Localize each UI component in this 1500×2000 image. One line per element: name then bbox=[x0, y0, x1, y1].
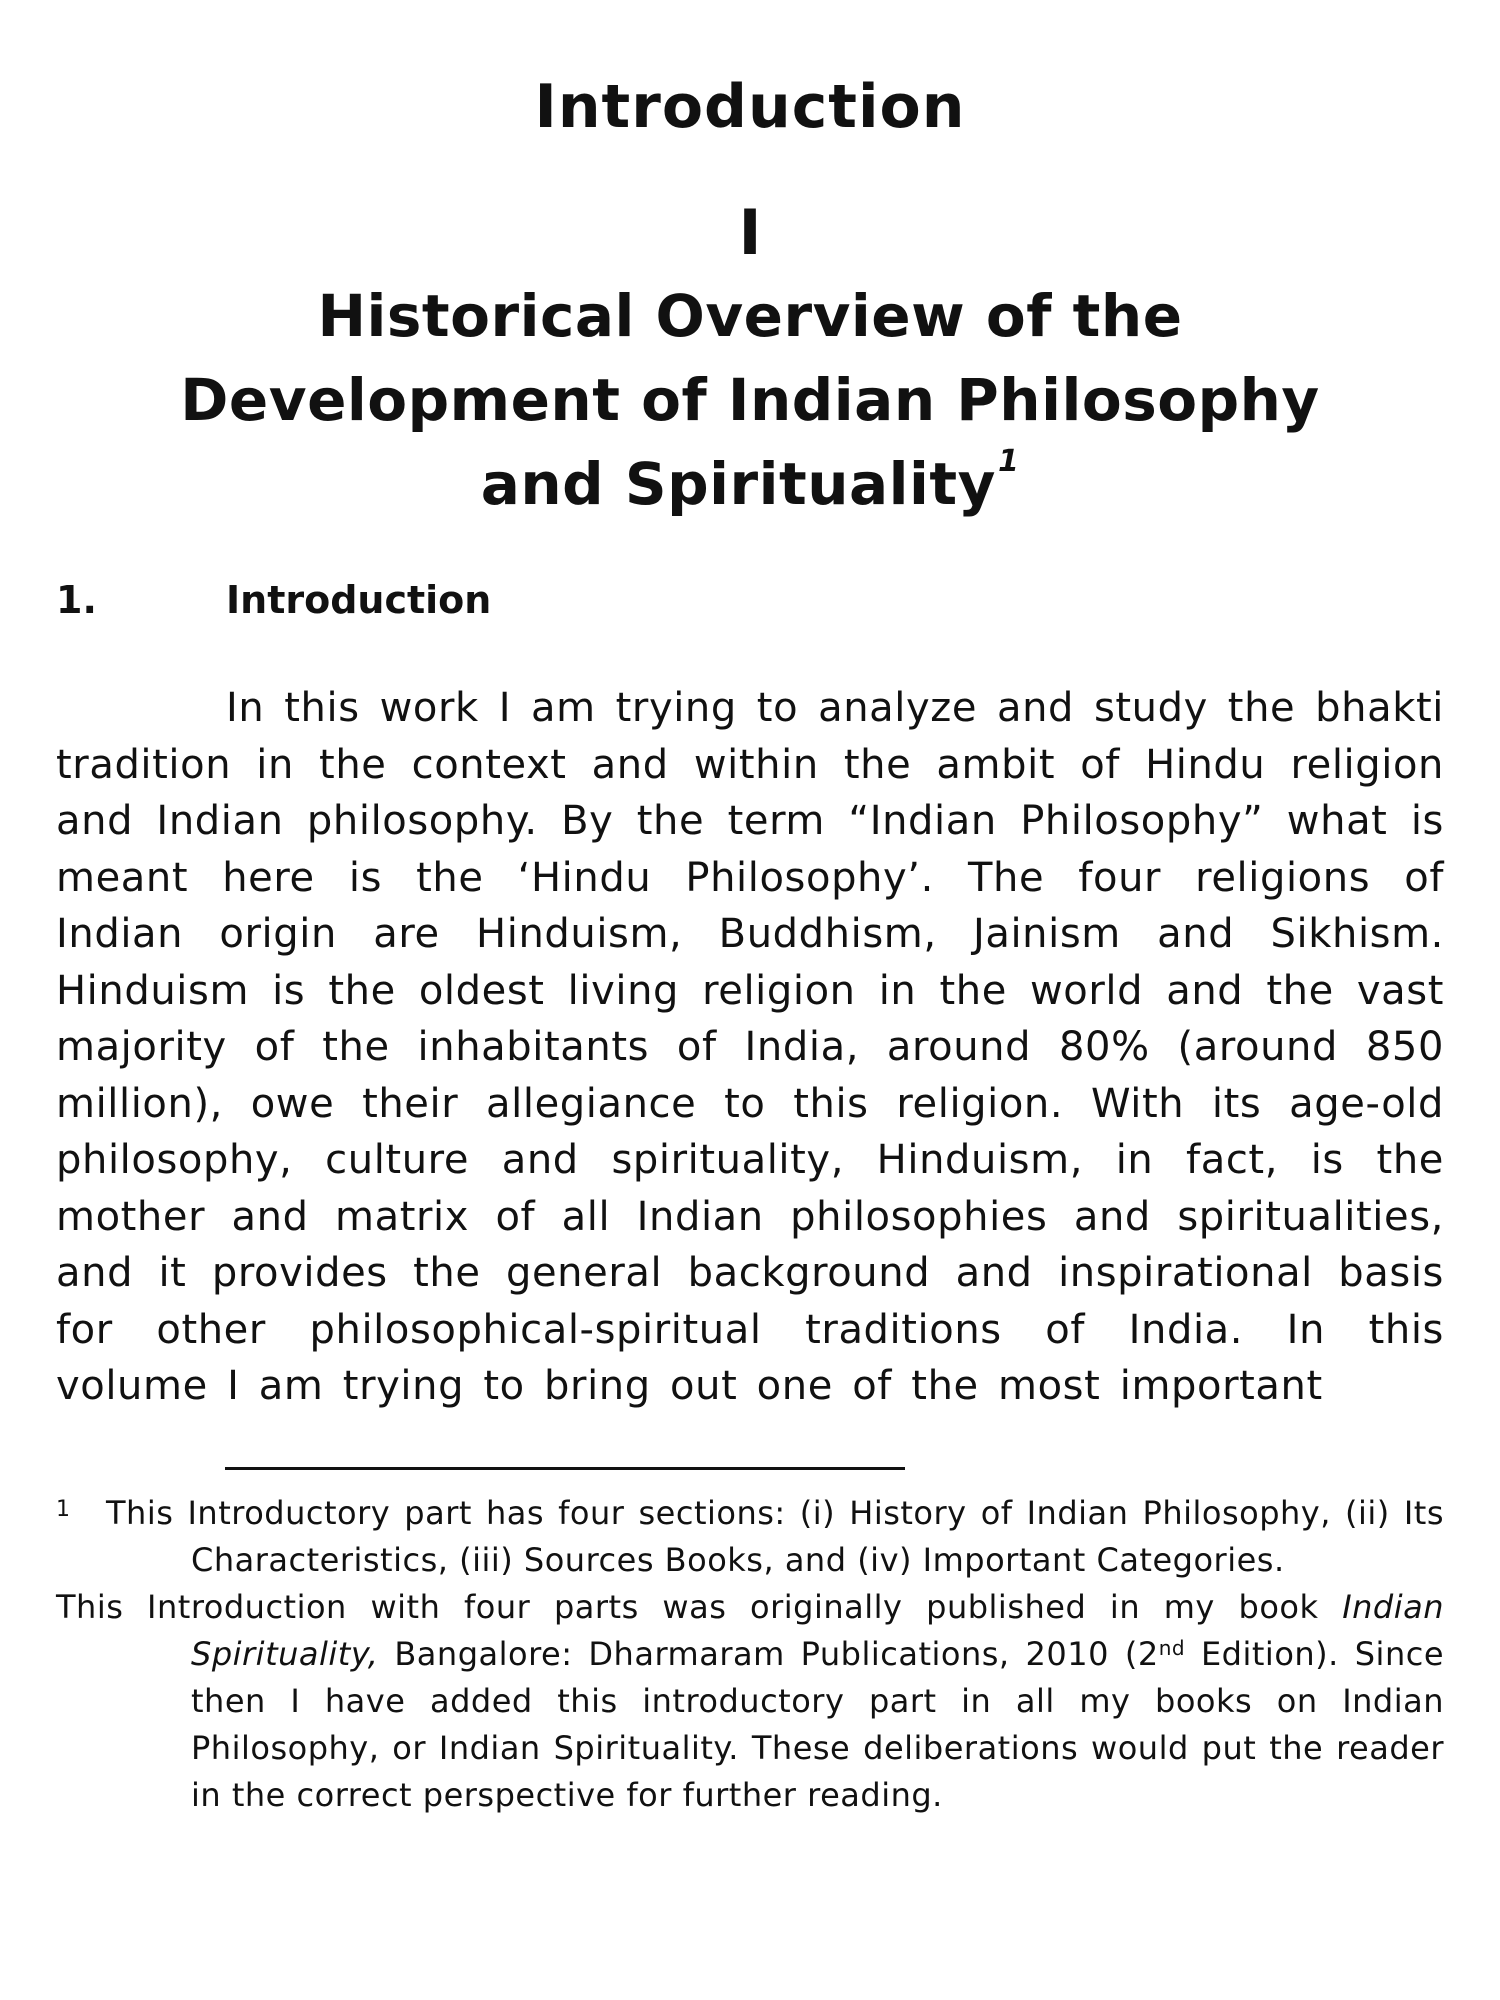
part-numeral: I bbox=[738, 196, 762, 269]
title-line-2: Development of Indian Philosophy bbox=[180, 366, 1320, 434]
footnote-1 bbox=[56, 1490, 1444, 1584]
title-line-1: Historical Overview of the bbox=[317, 282, 1183, 350]
chapter-heading: Introduction bbox=[534, 72, 966, 142]
title-line-3-text: and Spirituality bbox=[480, 450, 996, 518]
section-number: 1. bbox=[56, 578, 97, 622]
footnote-divider bbox=[225, 1467, 905, 1470]
section-title: Introduction bbox=[226, 578, 492, 622]
footnote-2-publisher: Bangalore: Dharmaram Publications, 2010 (2 bbox=[378, 1635, 1159, 1673]
footnote-2-before: This Introduction with four parts was originally published in my book bbox=[56, 1588, 1343, 1626]
body-paragraph: In this work I am trying to analyze and study the bhakti tradition in the context and within the ambit of Hindu religion and Indian philosophy. By the term “Indian Philosophy” what is meant here is the ‘Hindu Philosophy’. The four religions of Indian origin are Hinduism, Buddhism, Jainism and Sikhism. Hinduism is the oldest living religion in the world and the vast majority of the inhabitants of India, around 80% (around 850 million), owe their allegiance to this religion. With its age-old philosophy, culture and spirituality, Hinduism, in fact, is the mother and matrix of all Indian philosophies and spiritualities, and it provides the general background and inspirational basis for other philosophical-spiritual traditions of India. In this volume I am trying to bring out one of the most important bbox=[56, 685, 1444, 1409]
footnotes bbox=[56, 1490, 1444, 1819]
section-heading bbox=[56, 578, 491, 622]
title-footnote-ref: 1 bbox=[997, 444, 1020, 479]
footnote-1-marker: 1 bbox=[56, 1497, 71, 1522]
footnote-2-superscript: nd bbox=[1158, 1636, 1186, 1660]
title-line-3 bbox=[0, 444, 1500, 518]
footnote-2-book-title: Indian Spirituality, bbox=[191, 1588, 1444, 1673]
footnote-2-after: Edition). Since then I have added this introductory part in all my books on Indian Philosophy, or Indian Spirituality. These deliberations would put the reader in the correct perspective for further reading. bbox=[191, 1635, 1445, 1814]
footnote-1-text: This Introductory part has four sections: (i) History of Indian Philosophy, (ii) Its Characteristics, (iii) Sources Books, and (iv) Important Categories. bbox=[106, 1494, 1444, 1579]
footnote-2 bbox=[56, 1584, 1444, 1819]
